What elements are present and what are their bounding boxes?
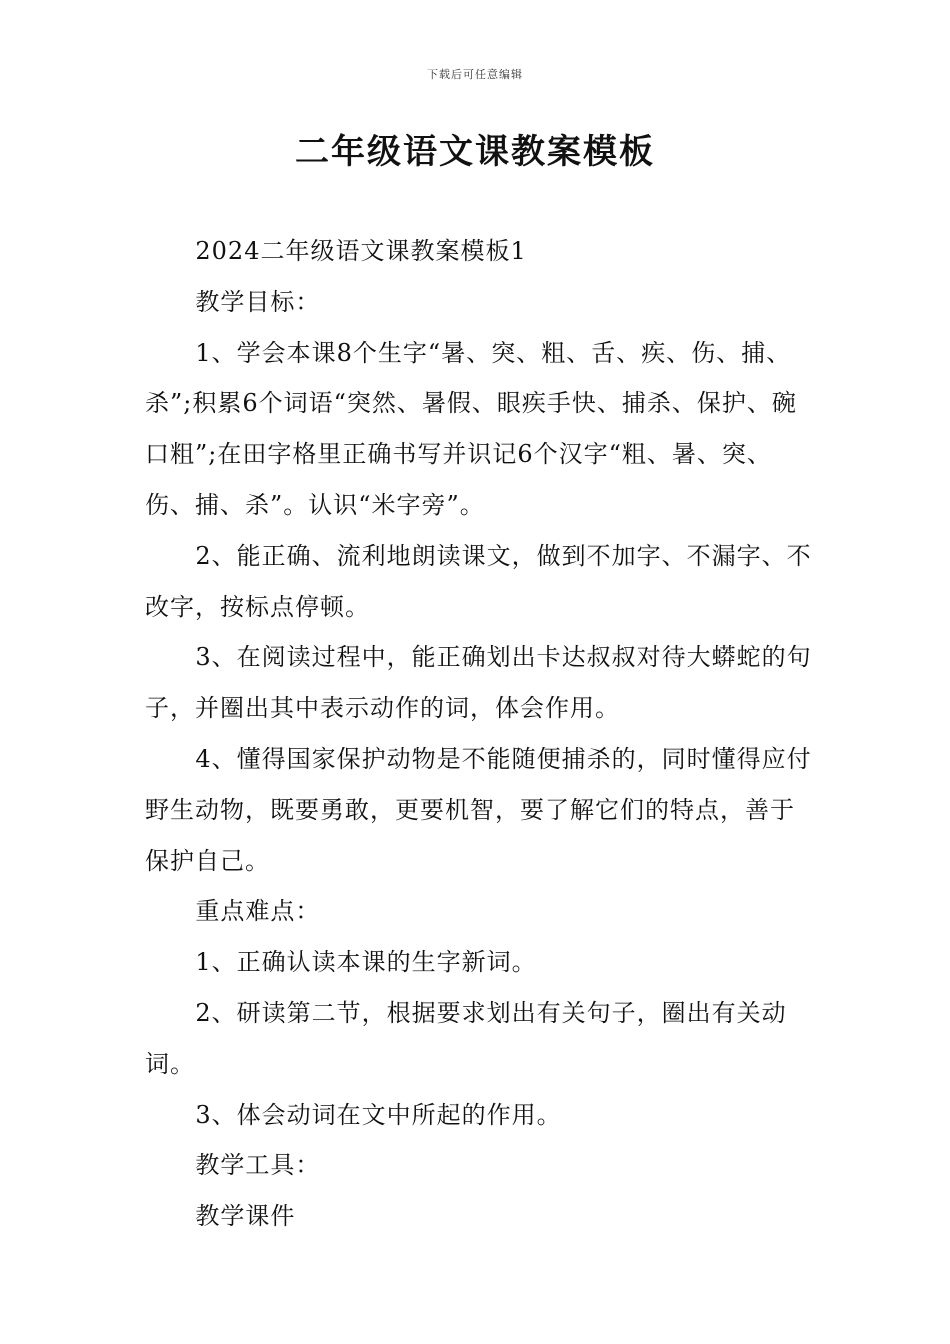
document-title: 二年级语文课教案模板 — [295, 132, 655, 172]
paragraph-objective-2: 2、能正确、流利地朗读课文，做到不加字、不漏字、不改字，按标点停顿。 — [145, 541, 812, 621]
document-body — [145, 226, 815, 1242]
paragraph-subtitle: 2024二年级语文课教案模板1 — [195, 237, 527, 265]
paragraph-objective-1: 1、学会本课8个生字“暑、突、粗、舌、疾、伤、捕、杀”;积累6个词语“突然、暑假、眼疾手快、捕杀、保护、碗口粗”;在田字格里正确书写并识记6个汉字“粗、暑、突、伤、捕、杀”。认识“米字旁”。 — [145, 338, 797, 519]
paragraph-objectives-heading: 教学目标： — [195, 287, 321, 316]
paragraph-objective-4: 4、懂得国家保护动物是不能随便捕杀的，同时懂得应付野生动物，既要勇敢，更要机智，要了解它们的特点，善于保护自己。 — [145, 744, 812, 875]
paragraph-keypoints-heading: 重点难点： — [195, 897, 321, 926]
header-note: 下载后可任意编辑 — [427, 68, 523, 81]
paragraph-keypoint-1: 1、正确认读本课的生字新词。 — [195, 948, 537, 977]
paragraph-keypoint-3: 3、体会动词在文中所起的作用。 — [195, 1100, 562, 1129]
paragraph-tools-item: 教学课件 — [195, 1202, 296, 1231]
paragraph-keypoint-2: 2、研读第二节，根据要求划出有关句子，圈出有关动词。 — [145, 998, 787, 1078]
paragraph-objective-3: 3、在阅读过程中，能正确划出卡达叔叔对待大蟒蛇的句子，并圈出其中表示动作的词，体会作用。 — [145, 643, 812, 723]
paragraph-tools-heading: 教学工具： — [195, 1151, 321, 1180]
